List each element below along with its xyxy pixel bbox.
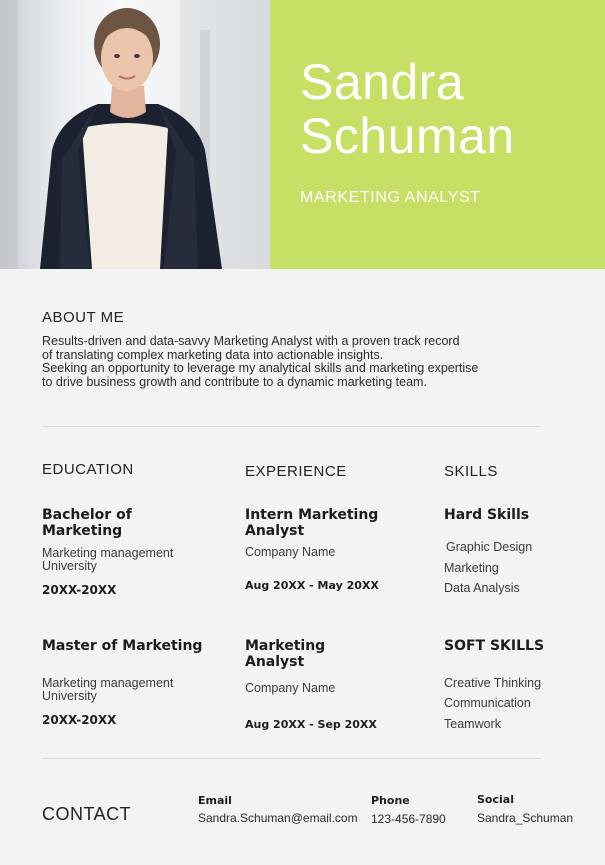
- education-degree: [42, 507, 132, 539]
- school-line: Marketing management: [42, 676, 174, 690]
- about-text: [42, 335, 478, 389]
- degree-line: Bachelor of: [42, 507, 132, 523]
- school-line: University: [42, 689, 97, 703]
- first-name: Sandra: [300, 54, 465, 110]
- education-heading: EDUCATION: [42, 461, 134, 478]
- education-years: 20XX-20XX: [42, 713, 117, 727]
- profile-photo: [0, 0, 270, 269]
- email-label: Email: [198, 794, 232, 807]
- job-title: MARKETING ANALYST: [300, 189, 481, 206]
- role-line: Analyst: [245, 654, 305, 670]
- last-name: Schuman: [300, 108, 515, 164]
- skill-item: Communication: [444, 696, 531, 710]
- role-line: Intern Marketing: [245, 507, 379, 523]
- social-value[interactable]: Sandra_Schuman: [477, 811, 574, 825]
- experience-dates: Aug 20XX - Sep 20XX: [245, 718, 377, 731]
- degree-line: Master of Marketing: [42, 638, 203, 654]
- phone-label: Phone: [371, 794, 410, 807]
- education-degree: [42, 638, 202, 654]
- education-school: [42, 677, 173, 703]
- degree-line: Marketing: [42, 523, 123, 539]
- experience-company: Company Name: [245, 545, 336, 559]
- experience-dates: Aug 20XX - May 20XX: [245, 579, 379, 592]
- skill-item: Graphic Design: [446, 540, 533, 554]
- hard-skills-heading: Hard Skills: [444, 507, 530, 523]
- about-line: Results-driven and data-savvy Marketing Analyst with a proven track record: [42, 334, 460, 348]
- about-line: of translating complex marketing data into actionable insights.: [42, 347, 384, 362]
- divider: [42, 426, 541, 427]
- email-value[interactable]: Sandra.Schuman@email.com: [198, 811, 358, 825]
- role-line: Analyst: [245, 523, 305, 539]
- social-label: Social: [477, 793, 514, 806]
- skills-heading: SKILLS: [444, 463, 498, 480]
- skill-item: Marketing: [444, 561, 499, 575]
- person-illustration: [0, 0, 270, 269]
- school-line: Marketing management: [42, 546, 174, 560]
- soft-skills-heading: SOFT SKILLS: [444, 638, 545, 654]
- role-line: Marketing: [245, 638, 326, 654]
- experience-role: [245, 638, 325, 670]
- experience-heading: EXPERIENCE: [245, 463, 347, 480]
- divider: [42, 758, 541, 759]
- about-line: to drive business growth and contribute to a dynamic marketing team.: [42, 374, 427, 389]
- education-years: 20XX-20XX: [42, 583, 117, 597]
- experience-role: [245, 507, 378, 539]
- about-line: Seeking an opportunity to leverage my analytical skills and marketing expertise: [42, 361, 479, 375]
- skill-item: Data Analysis: [444, 581, 520, 595]
- experience-company: Company Name: [245, 681, 336, 695]
- header-band: [270, 0, 605, 269]
- about-heading: ABOUT ME: [42, 309, 125, 326]
- education-school: [42, 547, 173, 573]
- phone-value[interactable]: 123-456-7890: [371, 812, 446, 826]
- contact-heading: CONTACT: [42, 804, 132, 824]
- skill-item: Creative Thinking: [444, 676, 542, 690]
- skill-item: Teamwork: [444, 717, 501, 731]
- full-name: [300, 55, 515, 163]
- school-line: University: [42, 559, 97, 573]
